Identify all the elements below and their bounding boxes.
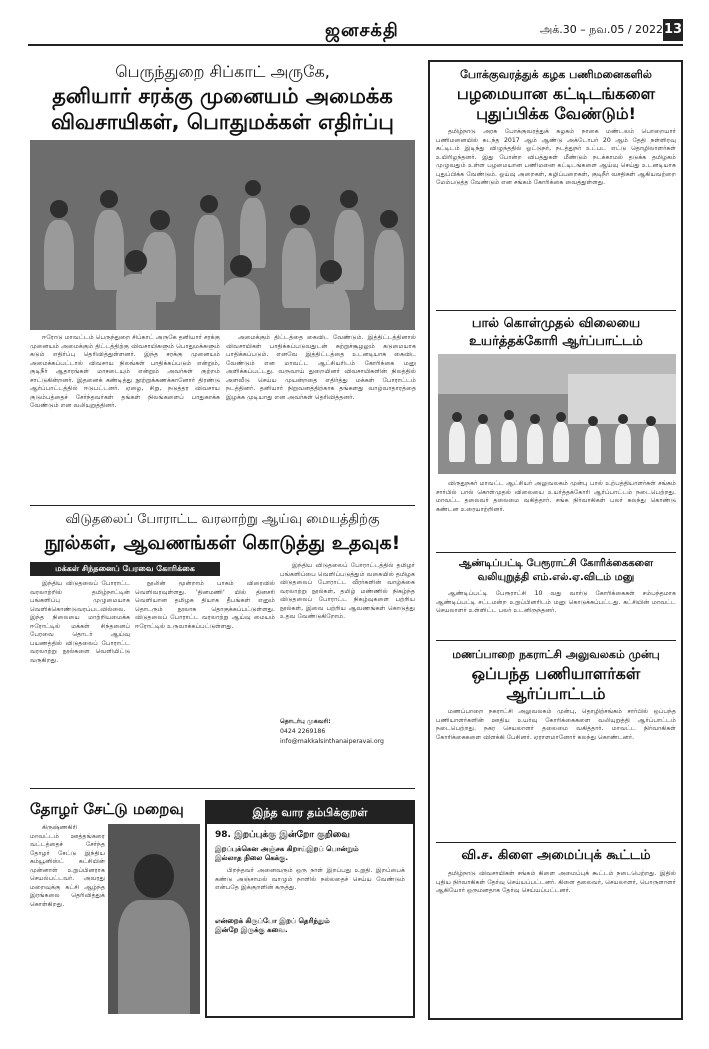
divider [436, 842, 676, 843]
thirukkural-line4: இன்றே இருக்கு கவை. [215, 926, 288, 934]
thirukkural-number: 98. [215, 830, 231, 840]
article7-phone: 0424 2269186 [280, 728, 326, 735]
article7-col1: இந்திய விடுதலைப் போராட்ட வரலாற்றில் தமிழ்நாட்டின் பங்களிப்பு முழுமையாக வெளிக்கொண்டுவரப்படவில்லை. இந்த நிலையை மாற்றியமைக்க ஈரோட்டில் மக்கள் சிந்தனைப் பேரவை தொடர் ஆய்வு பயணத்தில் விடுதலைப் போராட்ட வரலாற்று நூல்களை வெளியிட்டு வருகிறது. [30, 580, 130, 664]
article7-email: info@makkalsinthanaiperavai.org [280, 738, 384, 745]
article7-contact: தொடர்பு முகவரி: [280, 718, 331, 725]
thirukkural-tag: இந்த வார தம்பிக்குறள் [207, 802, 413, 824]
portrait-head [134, 854, 174, 898]
article3-body: விருதுநகர் மாவட்ட ஆட்சியர் அலுவலகம் முன்பு பால் உற்பத்தியாளர்கள் சங்கம் சார்பில் பால் கொள்முதல் விலையை உயர்த்தக்கோரி ஆர்ப்பாட்டம் நடைபெற்றது. மாவட்ட தலைவர் தலைமை வகித்தார். சங்க நிர்வாகிகள் பலர் கலந்து கொண்டு கண்டன உரையாற்றினர். [436, 480, 676, 513]
divider [30, 788, 415, 789]
article1-col1: ஈரோடு மாவட்டம் பெருந்துறை சிப்காட் அருகே தனியார் சரக்கு முனையம் அமைக்கும் திட்டத்திற்கு விவசாயிகளும் பொதுமக்களும் கடும் எதிர்ப்பு தெரிவித்துள்ளனர். இந்த சரக்கு முனையம் அமைக்கப்பட்டால் விவசாய நிலங்கள் பாதிக்கப்படும் என்றும், குடிநீர் ஆதாரங்கள் மாசடையும் என்றும் அவர்கள் குற்றம் சாட்டுகின்றனர். இதனைக் கண்டித்து நூற்றுக்கணக்கானோர் திரண்டு ஆர்ப்பாட்டத்தில் ஈடுபட்டனர். ஏழை, சிறு, நடுத்தர விவசாய குடும்பத்தைச் சேர்ந்தவர்கள் தங்கள் நிலங்களைப் பாதுகாக்க வேண்டும் என வலியுறுத்தினர். [30, 334, 220, 409]
article4-headline: ஆண்டிப்பட்டி பேரூராட்சி கோரிக்கைகளை [458, 558, 654, 569]
article3-headline: பால் கொள்முதல் விலையை [471, 316, 641, 331]
thirukkural-line1: இறப்புக்கென அஞ்சக கிறாய்இறப் பொன்றும் [215, 845, 359, 853]
portrait-body [118, 900, 190, 1014]
article6-headline: வி.ச. கிளை அமைப்புக் கூட்டம் [461, 848, 651, 863]
article5-body: மணப்பாறை நகராட்சி அலுவலகம் முன்பு, தொழிற்சங்கம் சார்பில் ஒப்பந்த பணியாளர்களின் ஊதிய உயர்வு கோரிக்கைகளை வலியுறுத்தி ஆர்ப்பாட்டம் நடைபெற்றது. நகர செயலாளர் தலைமை வகித்தார். மாவட்ட நிர்வாகிகள் கோரிக்கைகளை விளக்கி பேசினர். ஏராளமானோர் கலந்து கொண்டனர். [436, 708, 676, 741]
article1-kicker: பெருந்துறை சிப்காட் அருகே, [115, 62, 330, 81]
article4-headline-2: வலியுறுத்தி எம்.எல்.ஏ.விடம் மனு [477, 572, 635, 583]
divider [436, 310, 676, 311]
obit-headline: தோழர் சேட்டு மறைவு [30, 800, 184, 818]
article7-headline: நூல்கள், ஆவணங்கள் கொடுத்து உதவுக! [44, 532, 401, 554]
thirukkural-title-text: இறப்புக்கு இன்றோ குறிவை [234, 830, 350, 840]
divider [30, 505, 415, 506]
crowd-photo [30, 140, 415, 330]
article2-headline: போக்குவரத்துக் கழக பணிமனைகளில் [460, 68, 652, 81]
article5-headline-2: ஒப்பந்த பணியாளர்கள் [471, 664, 641, 683]
article7-tag: மக்கள் சிந்தனைப் பேரவை கோரிக்கை [30, 562, 220, 576]
article1-headline-1: தனியார் சரக்கு முனையம் அமைக்க [52, 84, 393, 108]
page-number: 13 [663, 19, 683, 41]
article2-headline-2: பழமையான கட்டிடங்களை [456, 84, 656, 103]
divider [436, 552, 676, 553]
thirukkural-line2: இல்லாத நிலை கெக்கு. [215, 854, 288, 862]
obit-body: கிருஷ்ணகிரி மாவட்டம் ஊத்தங்கரை வட்டத்தைச் சேர்ந்த தோழர் சேட்டு இந்திய கம்யூனிஸ்ட் கட்சியின் முன்னாள் உறுப்பினராக செயல்பட்டவர். அவரது மறைவுக்கு கட்சி ஆழ்ந்த இரங்கலை தெரிவித்துக் கொள்கிறது. [30, 824, 105, 908]
article7-kicker: விடுதலைப் போராட்ட வரலாற்று ஆய்வு மையத்திற்கு [65, 512, 380, 527]
article7-col3: இந்திய விடுதலைப் போராட்டத்தில் தமிழர் பங்களிப்பை வெளிப்படுத்தும் வகையில் தமிழக விடுதலைப் போராட்ட வீரர்களின் வாழ்க்கை வரலாற்று நூல்கள், தமிழ் மண்ணில் நிகழ்ந்த விடுதலைப் போராட்ட நிகழ்வுகளை பற்றிய நூல்கள், இவை பற்றிய ஆவணங்கள் கொடுத்து உதவ வேண்டுகிறோம். [280, 562, 415, 620]
article5-headline: மணப்பாறை நகராட்சி அலுவலகம் முன்பு [452, 648, 660, 661]
article2-body: தமிழ்நாடு அரசு போக்குவரத்துக் கழகம் நாகை மண்டலம் பொறையார் பணிமனையில் கடந்த 2017 ஆம் ஆண்டு அக்டோபர் 20 ஆம் தேதி நள்ளிரவு கட்டிடம் இடிந்து விழுந்ததில் ஓட்டுநர், நடத்துநர் உட்பட எட்டு தொழிலாளர்கள் உயிரிழந்தனர். இது போன்ற விபத்துகள் மீண்டும் நடக்காமல் தடுக்க தமிழகம் முழுவதும் உள்ள பழமையான பணிமனை கட்டிடங்களை ஆய்வு செய்து உடனடியாக புதுப்பிக்க வேண்டும். ஓய்வு அறைகள், கழிப்பறைகள், குடிநீர் வசதிகள் ஆகியவற்றை மேம்படுத்த வேண்டும் என சங்கம் கோரிக்கை வைத்துள்ளது. [436, 128, 676, 186]
protest-photo [438, 354, 676, 474]
article6-body: தமிழ்நாடு விவசாயிகள் சங்கம் கிளை அமைப்புக் கூட்டம் நடைபெற்றது. இதில் புதிய நிர்வாகிகள் தேர்வு செய்யப்பட்டனர். கிளை தலைவர், செயலாளர், பொருளாளர் ஆகியோர் ஒருமனதாக தேர்வு செய்யப்பட்டனர். [436, 870, 676, 894]
page-header [0, 0, 709, 50]
header-rule [28, 44, 683, 46]
article1-col2: அமைக்கும் திட்டத்தை கைவிட வேண்டும். இத்திட்டத்தினால் விவசாயிகள் பாதிக்கப்படுவதுடன் சுற்றுச்சூழலும் கடுமையாக பாதிக்கப்படும். எனவே இத்திட்டத்தை உடனடியாக கைவிட வேண்டும் என மாவட்ட ஆட்சியரிடம் கோரிக்கை மனு அளிக்கப்பட்டது. வருவாய் துறையினர் விவசாயிகளின் நிலத்தில் அளவீடு செய்ய முயன்றதை எதிர்த்து மக்கள் போராட்டம் நடத்தினர். தனியார் நிறுவனத்திற்காக தங்களது வாழ்வாதாரத்தை இழக்க முடியாது என அவர்கள் தெரிவித்தனர். [226, 334, 416, 401]
thirukkural-body: பிறந்தவர் அனைவரும் ஒரு நாள் இறப்பது உறுதி. இறப்பைக் கண்டு அஞ்சாமல் வாழும் நாளில் நல்லதைச் செய்ய வேண்டும் என்பதே இக்குறளின் கருத்து. [215, 867, 405, 891]
article4-body: ஆண்டிப்பட்டி பேரூராட்சி 10 வது வார்டு கோரிக்கைகள் சம்பந்தமாக ஆண்டிப்பட்டி சட்டமன்ற உறுப்பினரிடம் மனு கொடுக்கப்பட்டது. கட்சியின் மாவட்ட செயலாளர் உள்ளிட்ட பலர் உடனிருந்தனர். [436, 590, 676, 614]
article3-headline-2: உயர்த்தக்கோரி ஆர்ப்பாட்டம் [469, 334, 643, 349]
article2-headline-3: புதுப்பிக்க வேண்டும்! [476, 104, 636, 123]
thirukkural-box [205, 800, 415, 1018]
article5-headline-3: ஆர்ப்பாட்டம் [506, 684, 606, 703]
masthead: ஜனசக்தி [325, 20, 399, 41]
article1-headline-2: விவசாயிகள், பொதுமக்கள் எதிர்ப்பு [51, 110, 394, 134]
issue-date: அக்.30 – நவ.05 / 2022 [540, 23, 664, 36]
thirukkural-line3: என்றைக் கிருப்போ இறப் தெரிந்தும் [215, 917, 330, 925]
divider [436, 640, 676, 641]
portrait-photo [108, 824, 200, 1014]
article7-col2: நூலின் மூன்றாம் பாகம் விரைவில் வெளிவரவுள்ளது. 'தினமணி' யில் தினசரி வெளியான தமிழக தியாக தீபங்கள் எனும் தொடரும் நூலாக தொகுக்கப்பட்டுள்ளது. விடுதலைப் போராட்ட வரலாற்று ஆய்வு மையம் ஈரோட்டில் உருவாக்கப்பட்டுள்ளது. [135, 580, 275, 630]
thirukkural-title [215, 830, 405, 841]
